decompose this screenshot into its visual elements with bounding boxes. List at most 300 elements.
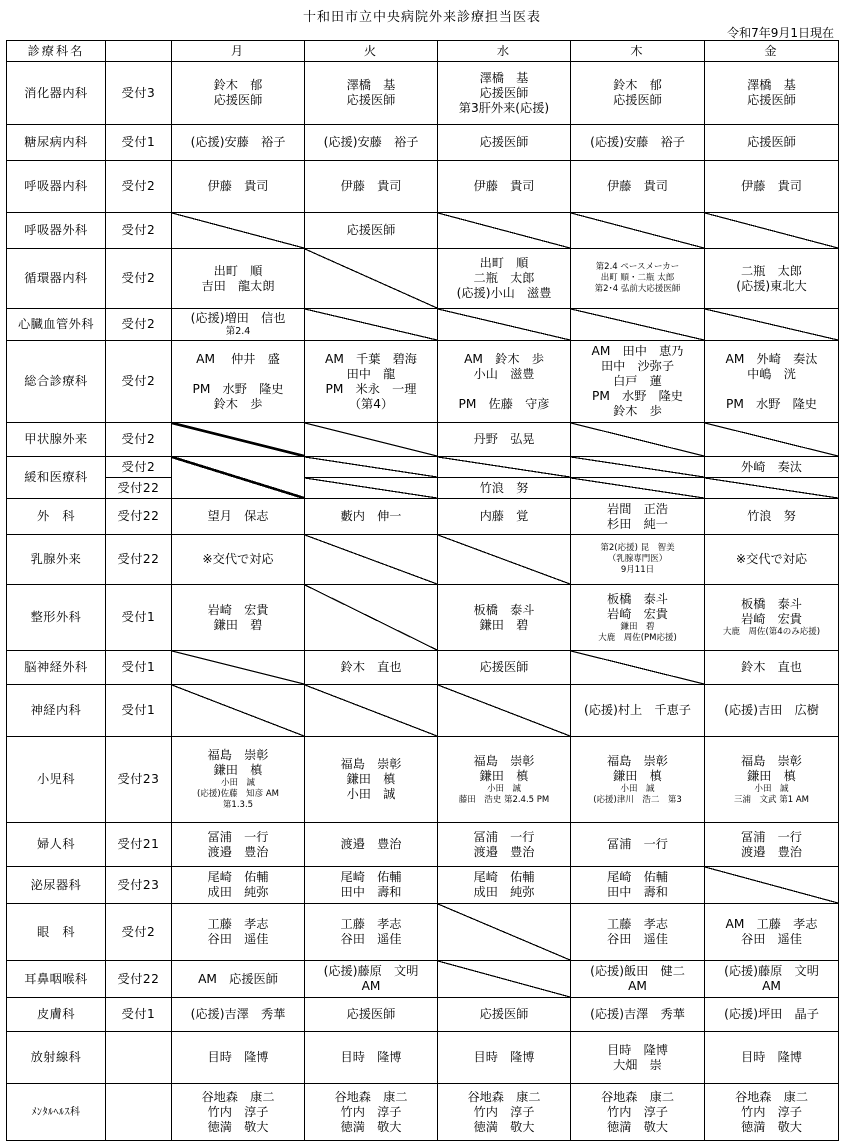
- schedule-cell-mon: [172, 651, 305, 685]
- schedule-cell-thu: [571, 535, 705, 585]
- schedule-cell-fri: [705, 585, 839, 651]
- doctor-line: 応援医師: [479, 85, 529, 100]
- doctor-line: 竹浪 努: [747, 509, 796, 523]
- doctor-line: 鈴木 直也: [741, 660, 802, 674]
- reception-desk: 受付1: [106, 585, 172, 651]
- doctor-line: 谷田 遥佳: [607, 932, 668, 946]
- reception-desk: 受付22: [106, 499, 172, 535]
- doctor-line: [707, 382, 836, 397]
- doctor-line: 応援医師: [346, 93, 396, 107]
- dept-row: [7, 249, 839, 309]
- doctor-line: (応援)安藤 裕子: [190, 135, 286, 149]
- doctor-line: 工藤 孝志: [207, 917, 269, 931]
- reception-desk: 受付2: [106, 904, 172, 961]
- header-wed: 水: [438, 41, 571, 62]
- schedule-cell-wed: [438, 998, 571, 1032]
- dept-row: [7, 457, 839, 478]
- schedule-cell-mon: [172, 309, 305, 341]
- schedule-cell-mon: [172, 998, 305, 1032]
- doctor-line: 谷田 遥佳: [340, 932, 402, 946]
- doctor-line: PM 水野 隆史: [192, 381, 284, 396]
- schedule-cell-wed: [438, 478, 571, 499]
- dept-row: [7, 685, 839, 737]
- dept-row: [7, 1084, 839, 1141]
- schedule-cell-thu: [571, 823, 705, 867]
- doctor-line: AM: [628, 979, 647, 993]
- schedule-cell-wed: [438, 161, 571, 213]
- schedule-cell-thu: [571, 585, 705, 651]
- schedule-cell-wed: [438, 62, 571, 125]
- doctor-line: 大鹿 周佐(第4のみ応援): [722, 627, 821, 637]
- schedule-cell-tue: [305, 685, 438, 737]
- doctor-line: 板橋 泰斗: [741, 597, 802, 611]
- schedule-cell-fri: [705, 478, 839, 499]
- dept-name: 消化器内科: [7, 62, 106, 125]
- reception-desk: 受付2: [106, 161, 172, 213]
- dept-row: [7, 125, 839, 161]
- schedule-cell-mon: [172, 499, 305, 535]
- dept-name: 脳神経外科: [7, 651, 106, 685]
- doctor-line: 丹野 弘晃: [473, 432, 535, 446]
- doctor-line: 出町 順・二瓶 太郎: [600, 273, 675, 283]
- doctor-line: 鎌田 碧: [479, 617, 529, 632]
- doctor-line: 竹内 淳子: [607, 1104, 668, 1119]
- doctor-line: [174, 367, 302, 382]
- dept-name: 緩和医療科: [7, 457, 106, 499]
- schedule-cell-fri: [705, 737, 839, 823]
- doctor-line: 冨浦 一行: [207, 829, 269, 844]
- reception-desk: 受付2: [106, 457, 172, 478]
- doctor-line: PM 佐藤 守彦: [458, 396, 550, 411]
- doctor-line: 出町 順: [213, 263, 263, 278]
- doctor-line: (応援)安藤 裕子: [323, 135, 419, 149]
- reception-desk: 受付1: [106, 651, 172, 685]
- doctor-line: AM: [361, 979, 381, 993]
- doctor-line: (応援)飯田 健二: [590, 964, 685, 978]
- doctor-line: 岩崎 宏貴: [607, 606, 668, 621]
- schedule-cell-tue: [305, 125, 438, 161]
- doctor-line: 目時 隆博: [741, 1050, 802, 1064]
- schedule-cell-wed: [438, 737, 571, 823]
- schedule-cell-fri: [705, 1084, 839, 1141]
- reception-desk: 受付22: [106, 961, 172, 998]
- reception-desk: 受付22: [106, 478, 172, 499]
- doctor-line: 板橋 泰斗: [473, 602, 535, 617]
- doctor-line: 三浦 文武 第1 AM: [734, 794, 809, 805]
- schedule-cell-thu: [571, 457, 705, 478]
- schedule-cell-tue: [305, 867, 438, 904]
- schedule-cell-wed: [438, 904, 571, 961]
- dept-row: [7, 62, 839, 125]
- doctor-line: 徳満 敬大: [473, 1119, 535, 1134]
- schedule-cell-mon: [172, 213, 305, 249]
- schedule-cell-mon: [172, 457, 305, 499]
- doctor-line: 応援医師: [479, 135, 529, 149]
- doctor-line: 内藤 覚: [479, 509, 529, 523]
- dept-name: 整形外科: [7, 585, 106, 651]
- doctor-line: 田中 壽和: [340, 885, 402, 899]
- dept-name: 皮膚科: [7, 998, 106, 1032]
- doctor-line: （乳腺専門医）: [607, 554, 668, 564]
- schedule-cell-thu: [571, 1032, 705, 1084]
- dept-row: [7, 823, 839, 867]
- doctor-line: 第2.4: [225, 326, 251, 337]
- schedule-cell-tue: [305, 249, 438, 309]
- reception-desk: 受付22: [106, 535, 172, 585]
- schedule-cell-tue: [305, 904, 438, 961]
- dept-name: 婦人科: [7, 823, 106, 867]
- schedule-cell-fri: [705, 904, 839, 961]
- schedule-table: [6, 40, 839, 1141]
- reception-desk: 受付21: [106, 823, 172, 867]
- schedule-cell-fri: [705, 651, 839, 685]
- doctor-line: 吉田 龍太朗: [201, 278, 275, 293]
- schedule-cell-fri: [705, 685, 839, 737]
- reception-desk: 受付2: [106, 341, 172, 423]
- schedule-cell-fri: [705, 823, 839, 867]
- dept-row: [7, 423, 839, 457]
- doctor-line: 福島 崇彰: [607, 753, 668, 768]
- doctor-line: PM 水野 隆史: [592, 389, 683, 403]
- schedule-cell-wed: [438, 457, 571, 478]
- doctor-line: 田中 沙弥子: [600, 359, 675, 373]
- reception-desk: [106, 1084, 172, 1141]
- header-tue: 火: [305, 41, 438, 62]
- doctor-line: (応援)吉澤 秀華: [190, 1007, 286, 1021]
- schedule-cell-thu: [571, 62, 705, 125]
- doctor-line: AM 工藤 孝志: [725, 917, 818, 931]
- doctor-line: 竹内 淳子: [473, 1104, 535, 1119]
- doctor-line: 鎌田 槙: [213, 763, 263, 777]
- reception-desk: 受付2: [106, 309, 172, 341]
- dept-name: 放射線科: [7, 1032, 106, 1084]
- schedule-cell-thu: [571, 213, 705, 249]
- doctor-line: 小田 誠: [346, 787, 396, 801]
- doctor-line: 田中 龍: [346, 366, 396, 381]
- dept-name: 泌尿器科: [7, 867, 106, 904]
- doctor-line: 目時 隆博: [340, 1050, 402, 1064]
- schedule-cell-fri: [705, 341, 839, 423]
- doctor-line: 鈴木 歩: [613, 404, 662, 418]
- schedule-cell-mon: [172, 423, 305, 457]
- schedule-cell-thu: [571, 961, 705, 998]
- dept-subrow: [7, 478, 839, 499]
- doctor-line: (応援)藤原 文明: [323, 964, 419, 978]
- dept-row: [7, 535, 839, 585]
- schedule-cell-thu: [571, 478, 705, 499]
- doctor-line: ※交代で対応: [735, 552, 808, 566]
- schedule-cell-wed: [438, 341, 571, 423]
- doctor-line: 徳満 敬大: [340, 1119, 402, 1134]
- schedule-cell-mon: [172, 585, 305, 651]
- schedule-cell-tue: [305, 585, 438, 651]
- doctor-line: 応援医師: [613, 93, 662, 107]
- schedule-cell-wed: [438, 1032, 571, 1084]
- doctor-line: 板橋 泰斗: [607, 591, 668, 606]
- doctor-line: 谷地森 康二: [734, 1089, 809, 1104]
- doctor-line: 谷地森 康二: [201, 1089, 275, 1104]
- schedule-cell-tue: [305, 651, 438, 685]
- doctor-line: 福島 崇彰: [741, 753, 802, 768]
- doctor-line: 渡邉 豊治: [340, 837, 402, 851]
- doctor-line: 第3肝外来(応援): [458, 100, 550, 115]
- as-of-date: 令和7年9月1日現在: [727, 26, 834, 40]
- doctor-line: 目時 隆博: [207, 1050, 269, 1064]
- schedule-cell-tue: [305, 737, 438, 823]
- schedule-cell-wed: [438, 867, 571, 904]
- doctor-line: [440, 382, 568, 397]
- doctor-line: 鈴木 郁: [613, 78, 662, 92]
- doctor-line: 伊藤 貴司: [473, 179, 535, 193]
- header-thu: 木: [571, 41, 705, 62]
- doctor-line: 徳満 敬大: [607, 1119, 668, 1134]
- schedule-cell-wed: [438, 1084, 571, 1141]
- schedule-cell-wed: [438, 213, 571, 249]
- doctor-line: 小田 誠: [754, 783, 789, 794]
- dept-row: [7, 1032, 839, 1084]
- dept-name: 呼吸器内科: [7, 161, 106, 213]
- schedule-cell-tue: [305, 535, 438, 585]
- schedule-cell-mon: [172, 867, 305, 904]
- doctor-line: 澤橋 基: [479, 70, 529, 85]
- schedule-cell-fri: [705, 423, 839, 457]
- schedule-cell-fri: [705, 998, 839, 1032]
- doctor-line: (応援)藤原 文明: [724, 964, 819, 978]
- doctor-line: 澤橋 基: [747, 78, 796, 92]
- schedule-cell-fri: [705, 535, 839, 585]
- schedule-cell-wed: [438, 249, 571, 309]
- doctor-line: (応援)増田 信也: [190, 311, 286, 325]
- doctor-line: 鎌田 碧: [620, 621, 655, 632]
- header-fri: 金: [705, 41, 839, 62]
- doctor-line: （第4）: [348, 396, 394, 411]
- schedule-cell-fri: [705, 213, 839, 249]
- schedule-cell-mon: [172, 62, 305, 125]
- dept-row: [7, 309, 839, 341]
- dept-name: 循環器内科: [7, 249, 106, 309]
- dept-name: ﾒﾝﾀﾙﾍﾙｽ科: [7, 1084, 106, 1141]
- schedule-cell-thu: [571, 737, 705, 823]
- schedule-cell-wed: [438, 309, 571, 341]
- schedule-cell-tue: [305, 62, 438, 125]
- dept-name: 乳腺外来: [7, 535, 106, 585]
- doctor-line: 応援医師: [346, 1007, 396, 1021]
- doctor-line: 藪内 伸一: [340, 509, 402, 523]
- doctor-line: 渡邉 豊治: [741, 844, 802, 859]
- doctor-line: 第2･4 弘前大応援医師: [594, 284, 681, 294]
- doctor-line: 渡邉 豊治: [473, 844, 535, 859]
- doctor-line: 小田 誠: [620, 783, 655, 794]
- doctor-line: 第2.4 ペースメーカー: [595, 262, 680, 272]
- doctor-line: (応援)佐藤 知彦 AM: [197, 789, 279, 799]
- schedule-cell-fri: [705, 309, 839, 341]
- doctor-line: 竹内 淳子: [741, 1104, 802, 1119]
- dept-row: [7, 904, 839, 961]
- doctor-line: 大鹿 周佐(PM応援): [598, 632, 677, 643]
- schedule-cell-thu: [571, 125, 705, 161]
- doctor-line: 徳満 敬大: [741, 1119, 802, 1134]
- reception-desk: 受付23: [106, 737, 172, 823]
- doctor-line: 第1.3.5: [222, 800, 254, 810]
- schedule-cell-mon: [172, 161, 305, 213]
- doctor-line: (応援)小山 滋豊: [456, 286, 552, 300]
- schedule-cell-wed: [438, 585, 571, 651]
- doctor-line: 冨浦 一行: [473, 829, 535, 844]
- doctor-line: 望月 保志: [207, 509, 269, 523]
- doctor-line: 谷地森 康二: [600, 1089, 675, 1104]
- doctor-line: (応援)安藤 裕子: [590, 135, 685, 149]
- doctor-line: 大畑 崇: [613, 1057, 662, 1072]
- doctor-line: 福島 崇彰: [207, 748, 269, 762]
- doctor-line: 二瓶 太郎: [741, 263, 802, 278]
- schedule-body: [7, 62, 839, 1141]
- doctor-line: AM 外崎 奏汰: [725, 351, 818, 366]
- doctor-line: 9月11日: [620, 565, 655, 575]
- schedule-cell-wed: [438, 499, 571, 535]
- schedule-cell-wed: [438, 535, 571, 585]
- dept-row: [7, 998, 839, 1032]
- dept-name: 心臓血管外科: [7, 309, 106, 341]
- doctor-line: 竹浪 努: [479, 480, 529, 495]
- doctor-line: 中嶋 洸: [747, 366, 796, 381]
- doctor-line: 工藤 孝志: [607, 917, 668, 931]
- schedule-cell-mon: [172, 904, 305, 961]
- doctor-line: 鎌田 槙: [747, 768, 796, 783]
- doctor-line: 岩崎 宏貴: [207, 602, 269, 617]
- doctor-line: 応援医師: [479, 660, 529, 674]
- doctor-line: 工藤 孝志: [340, 917, 402, 931]
- schedule-cell-thu: [571, 651, 705, 685]
- schedule-cell-tue: [305, 213, 438, 249]
- schedule-cell-thu: [571, 998, 705, 1032]
- schedule-cell-mon: [172, 1084, 305, 1141]
- dept-name: 神経内科: [7, 685, 106, 737]
- doctor-line: 鈴木 歩: [213, 396, 263, 411]
- doctor-line: (応援)吉田 広樹: [724, 703, 819, 717]
- schedule-cell-mon: [172, 1032, 305, 1084]
- doctor-line: 目時 隆博: [473, 1050, 535, 1064]
- doctor-line: 二瓶 太郎: [473, 271, 535, 285]
- doctor-line: PM 米永 一理: [325, 381, 417, 396]
- schedule-cell-mon: [172, 685, 305, 737]
- reception-desk: 受付2: [106, 423, 172, 457]
- reception-desk: 受付2: [106, 213, 172, 249]
- schedule-cell-tue: [305, 161, 438, 213]
- doctor-line: AM 応援医師: [198, 971, 278, 986]
- header-dept: 診療科名: [7, 41, 106, 62]
- dept-name: 呼吸器外科: [7, 213, 106, 249]
- doctor-line: 伊藤 貴司: [207, 179, 269, 193]
- schedule-cell-thu: [571, 499, 705, 535]
- doctor-line: 鈴木 郁: [213, 78, 263, 92]
- dept-name: 眼 科: [7, 904, 106, 961]
- schedule-cell-wed: [438, 685, 571, 737]
- doctor-line: 第2(応援) 昆 智美: [600, 543, 675, 553]
- doctor-line: 小田 誠: [220, 778, 255, 788]
- dept-name: 外 科: [7, 499, 106, 535]
- schedule-cell-fri: [705, 457, 839, 478]
- schedule-cell-fri: [705, 499, 839, 535]
- schedule-cell-thu: [571, 867, 705, 904]
- dept-name: 総合診療科: [7, 341, 106, 423]
- reception-desk: [106, 1032, 172, 1084]
- doctor-line: 杉田 純一: [607, 516, 668, 531]
- schedule-cell-thu: [571, 249, 705, 309]
- schedule-cell-fri: [705, 961, 839, 998]
- dept-row: [7, 961, 839, 998]
- doctor-line: 谷地森 康二: [334, 1089, 408, 1104]
- doctor-line: 応援医師: [747, 93, 796, 107]
- doctor-line: 目時 隆博: [607, 1042, 668, 1057]
- doctor-line: 応援医師: [479, 1007, 529, 1021]
- doctor-line: 徳満 敬大: [207, 1119, 269, 1134]
- doctor-line: 伊藤 貴司: [741, 179, 802, 193]
- schedule-cell-wed: [438, 961, 571, 998]
- doctor-line: 鎌田 槙: [346, 772, 396, 786]
- schedule-cell-fri: [705, 62, 839, 125]
- dept-name: 糖尿病内科: [7, 125, 106, 161]
- schedule-cell-tue: [305, 823, 438, 867]
- reception-desk: 受付23: [106, 867, 172, 904]
- doctor-line: AM: [762, 979, 781, 993]
- schedule-cell-thu: [571, 685, 705, 737]
- schedule-cell-mon: [172, 535, 305, 585]
- schedule-cell-wed: [438, 423, 571, 457]
- dept-row: [7, 161, 839, 213]
- schedule-cell-tue: [305, 478, 438, 499]
- dept-name: 小児科: [7, 737, 106, 823]
- schedule-cell-fri: [705, 867, 839, 904]
- schedule-cell-fri: [705, 249, 839, 309]
- schedule-cell-mon: [172, 341, 305, 423]
- schedule-cell-mon: [172, 823, 305, 867]
- doctor-line: 尾崎 佑輔: [340, 870, 402, 884]
- doctor-line: 応援医師: [213, 93, 263, 107]
- schedule-cell-thu: [571, 423, 705, 457]
- doctor-line: 成田 純弥: [473, 885, 535, 899]
- schedule-cell-tue: [305, 341, 438, 423]
- schedule-cell-mon: [172, 249, 305, 309]
- doctor-line: 谷田 遥佳: [207, 932, 269, 946]
- doctor-line: ※交代で対応: [202, 552, 274, 566]
- doctor-line: 伊藤 貴司: [607, 179, 668, 193]
- doctor-line: 小山 滋豊: [473, 366, 535, 381]
- doctor-line: AM 仲井 盛: [196, 351, 280, 366]
- doctor-line: (応援)坪田 晶子: [724, 1007, 819, 1021]
- dept-row: [7, 341, 839, 423]
- doctor-line: 竹内 淳子: [340, 1104, 402, 1119]
- doctor-line: 鈴木 直也: [340, 660, 402, 674]
- doctor-line: 冨浦 一行: [741, 829, 802, 844]
- schedule-cell-thu: [571, 309, 705, 341]
- schedule-cell-fri: [705, 125, 839, 161]
- doctor-line: 応援医師: [346, 223, 396, 237]
- reception-desk: 受付2: [106, 249, 172, 309]
- doctor-line: 白戸 蓮: [613, 374, 662, 388]
- schedule-cell-thu: [571, 341, 705, 423]
- schedule-cell-tue: [305, 1084, 438, 1141]
- dept-name: 甲状腺外来: [7, 423, 106, 457]
- doctor-line: AM 鈴木 歩: [464, 351, 544, 366]
- schedule-cell-wed: [438, 125, 571, 161]
- doctor-line: 藤田 浩史 第2.4.5 PM: [458, 794, 550, 805]
- doctor-line: 尾崎 佑輔: [607, 870, 668, 884]
- dept-row: [7, 867, 839, 904]
- reception-desk: 受付1: [106, 685, 172, 737]
- schedule-cell-mon: [172, 961, 305, 998]
- doctor-line: 尾崎 佑輔: [207, 870, 269, 884]
- schedule-cell-wed: [438, 651, 571, 685]
